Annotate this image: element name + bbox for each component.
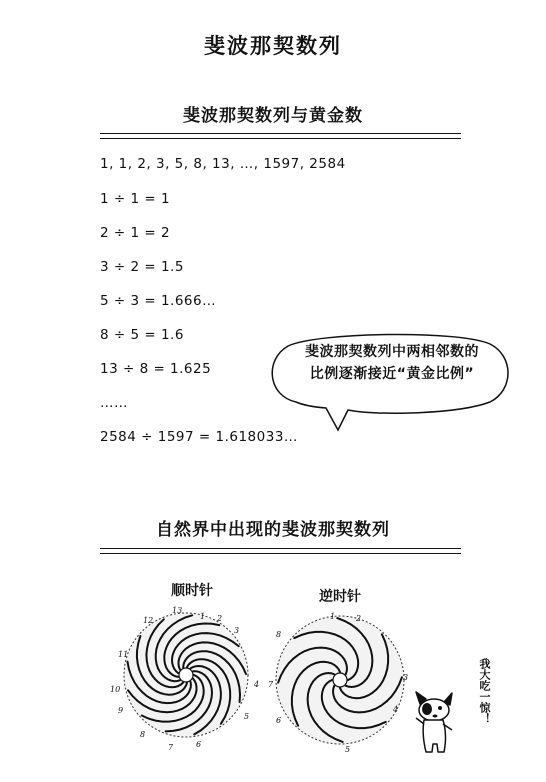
spiral-number: 5 — [244, 712, 250, 721]
sunflower-counterclockwise-illustration — [270, 610, 410, 750]
spiral-number: 8 — [140, 730, 146, 739]
spiral-number: 6 — [196, 740, 202, 749]
spiral-number: 11 — [118, 650, 129, 659]
ratio-line: 3 ÷ 2 = 1.5 — [100, 259, 184, 275]
surprise-exclamation: 我大吃一惊！ — [478, 658, 491, 724]
bubble-text-line2: 比例逐渐接近“黄金比例” — [309, 366, 475, 382]
ratio-line: 8 ÷ 5 = 1.6 — [100, 327, 184, 343]
spiral-number: 9 — [118, 706, 124, 715]
seed-head-center — [333, 673, 347, 687]
spiral-number: 1 — [200, 612, 206, 621]
spiral-number: 1 — [330, 612, 336, 621]
ratio-line-final: 2584 ÷ 1597 = 1.618033… — [100, 429, 298, 445]
fibonacci-sequence: 1, 1, 2, 3, 5, 8, 13, …, 1597, 2584 — [100, 156, 346, 172]
section-divider-top — [100, 548, 461, 549]
seed-head-center — [179, 668, 193, 682]
spiral-number: 2 — [356, 614, 362, 623]
counterclockwise-label: 逆时针 — [319, 589, 361, 605]
ratio-line: 1 ÷ 1 = 1 — [100, 191, 171, 207]
spiral-number: 3 — [403, 673, 409, 682]
spiral-number: 7 — [268, 680, 274, 689]
spiral-number: 8 — [276, 630, 282, 639]
spiral-number: 4 — [393, 705, 399, 714]
spiral-number: 10 — [110, 685, 121, 694]
spiral-number: 2 — [217, 614, 223, 623]
section-divider-bottom — [100, 553, 461, 554]
clockwise-label: 顺时针 — [171, 583, 213, 599]
ratio-line: 2 ÷ 1 = 2 — [100, 225, 171, 241]
section-title-golden-ratio: 斐波那契数列与黄金数 — [183, 106, 363, 126]
bubble-text-line1: 斐波那契数列中两相邻数的 — [305, 344, 479, 360]
spiral-number: 7 — [168, 743, 174, 752]
sunflower-clockwise-illustration — [118, 600, 254, 750]
spiral-number: 13 — [172, 606, 183, 615]
spiral-number: 5 — [345, 745, 351, 754]
ellipsis-line: …… — [100, 395, 128, 411]
spiral-number: 6 — [276, 716, 282, 725]
section-divider-top — [100, 133, 461, 134]
ratio-line: 5 ÷ 3 = 1.666… — [100, 293, 217, 309]
section-divider-bottom — [100, 138, 461, 139]
spiral-number: 3 — [234, 626, 240, 635]
page-title: 斐波那契数列 — [204, 34, 342, 58]
section-title-nature: 自然界中出现的斐波那契数列 — [156, 520, 390, 540]
spiral-number: 12 — [143, 616, 154, 625]
ratio-line: 13 ÷ 8 = 1.625 — [100, 361, 212, 377]
spiral-number: 4 — [254, 680, 260, 689]
